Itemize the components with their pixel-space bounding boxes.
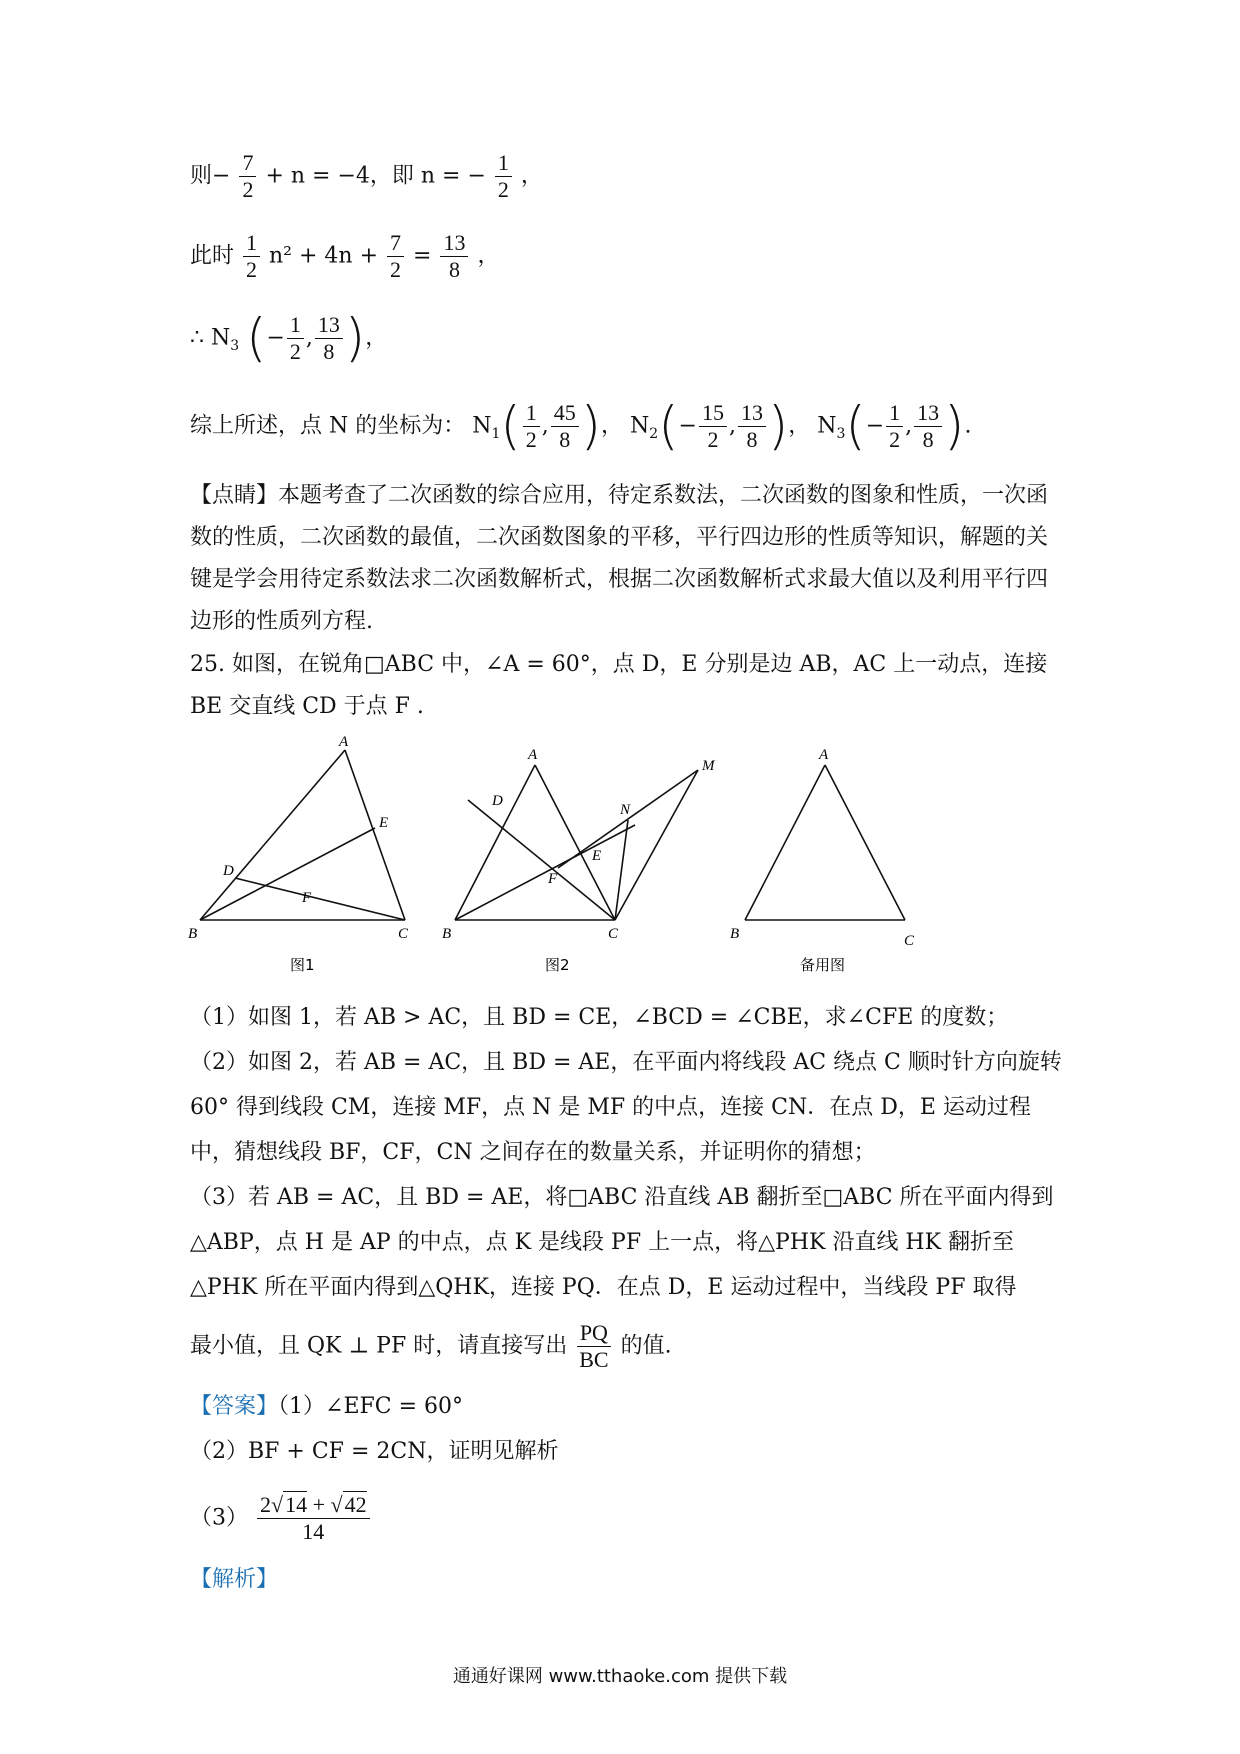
question-1: （1）如图 1，若 AB > AC，且 BD = CE，∠BCD = ∠CBE，求∠CFE 的度数； <box>190 1005 1009 1030</box>
figure-spare <box>745 765 905 920</box>
fraction <box>886 400 903 453</box>
numerator: 1 <box>523 400 540 427</box>
fig2-label-d: D <box>492 793 503 809</box>
denominator: 2 <box>525 427 537 452</box>
numerator: 13 <box>738 400 766 427</box>
question-2-line-1: （2）如图 2，若 AB = AC，且 BD = AE，在平面内将线段 AC 绕点 C 顺时针方向旋转 <box>190 1050 1062 1075</box>
answer-line-3 <box>190 1492 372 1545</box>
paren-close: ) <box>767 396 789 457</box>
numerator: 13 <box>315 312 343 339</box>
fig2-line-mf <box>558 770 698 868</box>
paren-open: ( <box>246 308 267 369</box>
fig1-side-ac <box>345 750 405 920</box>
subscript: 3 <box>836 425 846 442</box>
paren-close: ) <box>580 396 602 457</box>
paren-open: ( <box>658 396 679 457</box>
fraction <box>576 1320 611 1373</box>
fraction <box>387 230 404 283</box>
fig3-caption: 备用图 <box>800 956 846 974</box>
answer-line-1 <box>190 1392 463 1422</box>
denominator: 8 <box>323 339 335 364</box>
numerator: 15 <box>699 400 727 427</box>
numerator: 13 <box>440 230 468 257</box>
denominator: 8 <box>448 257 460 282</box>
fig1-label-f: F <box>302 890 312 906</box>
denominator: 2 <box>889 427 901 452</box>
numerator: 13 <box>914 400 942 427</box>
fraction <box>495 150 512 203</box>
summary-line: 综上所述，点 N 的坐标为： $N_1$( $\frac{1}{2}$ , $\frac{45}{8}$ )， $N_2(-$ $\frac{15}{2}$ , $\frac{13}{8}$ )， $N_3(-$ $\frac{1}{2}$ , $\frac{13}{8}$ ). <box>190 396 972 457</box>
fraction <box>287 312 304 365</box>
text: 最小值，且 QK ⊥ PF 时，请直接写出 <box>190 1333 568 1359</box>
radicand: 42 <box>344 1492 367 1517</box>
text: ， <box>601 413 624 439</box>
fig2-line-cm <box>615 770 698 920</box>
comment-paragraph: 【点睛】本题考查了二次函数的综合应用，待定系数法，二次函数的图象和性质，一次函数的性质，二次函数的最值，二次函数图象的平移，平行四边形的性质等知识，解题的关键是学会用待定系数法求二次函数解析式，根据二次函数解析式求最大值以及利用平行四边形的性质列方程. <box>190 483 1049 634</box>
text: 的值. <box>620 1333 672 1359</box>
text: ∴ N <box>190 325 231 351</box>
question-2-line-3: 中，猜想线段 BF，CF，CN 之间存在的数量关系，并证明你的猜想； <box>190 1140 876 1165</box>
text: − <box>678 413 697 439</box>
denominator: BC <box>579 1347 609 1372</box>
radicand: 14 <box>285 1492 308 1517</box>
fraction <box>440 230 468 283</box>
fig3-label-a: A <box>819 747 829 763</box>
numerator: 7 <box>239 150 256 177</box>
numerator <box>257 1492 370 1519</box>
denominator: 8 <box>559 427 571 452</box>
text: . <box>964 413 972 439</box>
question-2-line-2: 60° 得到线段 CM，连接 MF，点 N 是 MF 的中点，连接 CN．在点 D，E 运动过程 <box>190 1095 1031 1120</box>
text: − <box>212 163 231 189</box>
denominator: 8 <box>922 427 934 452</box>
fig2-label-c: C <box>608 926 619 942</box>
fraction <box>914 400 942 453</box>
fraction <box>738 400 766 453</box>
question-3-line-2: △ABP，点 H 是 AP 的中点，点 K 是线段 PF 上一点，将△PHK 沿直线 HK 翻折至 <box>190 1230 1015 1255</box>
fraction <box>257 1492 370 1545</box>
fig2-label-f: F <box>548 871 558 887</box>
answer-line-2: （2）BF + CF = 2CN，证明见解析 <box>190 1439 559 1464</box>
numerator: PQ <box>577 1320 611 1347</box>
fraction <box>551 400 579 453</box>
denominator: 2 <box>289 339 301 364</box>
fig3-side-ac <box>825 765 905 920</box>
paren-close: ) <box>944 396 965 457</box>
fig2-label-m: M <box>702 758 715 774</box>
fraction <box>239 150 256 203</box>
numerator: 7 <box>387 230 404 257</box>
subscript: 1 <box>491 425 501 442</box>
fig3-side-ab <box>745 765 825 920</box>
fraction <box>523 400 540 453</box>
text: N <box>630 413 650 439</box>
fig1-side-ab <box>200 750 345 920</box>
denominator: 2 <box>707 427 719 452</box>
denominator: 2 <box>390 257 402 282</box>
fig2-label-b: B <box>442 926 452 942</box>
fig2-label-e: E <box>592 848 602 864</box>
fraction <box>699 400 727 453</box>
footer: 通通好课网 www.tthaoke.com 提供下载 <box>452 1666 788 1687</box>
text: 则 <box>190 163 213 189</box>
fig2-label-a: A <box>528 747 538 763</box>
paren-close: ) <box>344 308 366 369</box>
fig1-caption: 图1 <box>290 956 315 974</box>
numerator: 1 <box>243 230 260 257</box>
numerator: 1 <box>287 312 304 339</box>
figure-2 <box>455 765 698 920</box>
denominator: 2 <box>242 177 254 202</box>
question-3-line-1: （3）若 AB = AC，且 BD = AE，将□ABC 沿直线 AB 翻折至□ABC 所在平面内得到 <box>190 1185 1054 1210</box>
fig1-label-c: C <box>398 926 409 942</box>
fig3-label-b: B <box>730 926 740 942</box>
text: 此时 <box>190 243 235 269</box>
geometry-figures <box>188 734 1050 990</box>
text: = <box>413 243 432 269</box>
denominator: 2 <box>246 257 258 282</box>
equation-line-2 <box>190 230 499 283</box>
text: + n = −4，即 n = − <box>265 163 486 189</box>
subscript: 2 <box>649 425 659 442</box>
fig2-caption: 图2 <box>545 956 570 974</box>
text: ， <box>477 243 500 269</box>
denominator: 8 <box>746 427 758 452</box>
numerator: 1 <box>495 150 512 177</box>
numerator: 1 <box>886 400 903 427</box>
text: n² + 4n + <box>269 243 379 269</box>
text: ， <box>520 163 543 189</box>
text: （3） <box>190 1505 248 1531</box>
text: 综上所述，点 N 的坐标为： <box>190 413 466 439</box>
fraction <box>315 312 343 365</box>
question-3-line-4 <box>190 1320 672 1373</box>
fig1-label-a: A <box>339 734 349 750</box>
fraction <box>243 230 260 283</box>
denominator: 14 <box>302 1519 325 1544</box>
fig3-label-c: C <box>904 933 915 949</box>
text: N <box>472 413 492 439</box>
text: − <box>266 325 285 351</box>
paren-open: ( <box>500 396 521 457</box>
fig1-label-b: B <box>188 926 198 942</box>
text: − <box>865 413 885 439</box>
subscript: 3 <box>230 337 240 354</box>
fig2-side-ab <box>455 765 535 920</box>
problem-intro-1: 25. 如图，在锐角□ABC 中，∠A = 60°，点 D，E 分别是边 AB，AC 上一动点，连接 <box>190 652 1048 677</box>
denominator: 2 <box>497 177 509 202</box>
answer-label: 【答案】 <box>190 1394 279 1419</box>
text: 2√ <box>260 1492 284 1517</box>
fig1-label-d: D <box>223 863 234 879</box>
paren-open: ( <box>845 396 866 457</box>
text: ， <box>365 325 388 351</box>
problem-intro-2: BE 交直线 CD 于点 F . <box>190 694 424 719</box>
text: ， <box>788 413 811 439</box>
question-3-line-3: △PHK 所在平面内得到△QHK，连接 PQ．在点 D，E 运动过程中，当线段 PF 取得 <box>190 1275 1017 1300</box>
analysis-label: 【解析】 <box>190 1567 279 1592</box>
fig1-line-cd <box>235 878 405 920</box>
fig2-label-n: N <box>620 802 631 818</box>
numerator: 45 <box>551 400 579 427</box>
fig1-label-e: E <box>379 815 389 831</box>
text: + √ <box>307 1492 343 1517</box>
text: N <box>817 413 837 439</box>
answer-1: （1）∠EFC = 60° <box>278 1394 464 1419</box>
equation-line-3: ∴ $N_3$ (− $\frac{1}{2}$ , $\frac{13}{8}$ )， <box>190 308 388 369</box>
equation-line-1 <box>190 150 543 203</box>
